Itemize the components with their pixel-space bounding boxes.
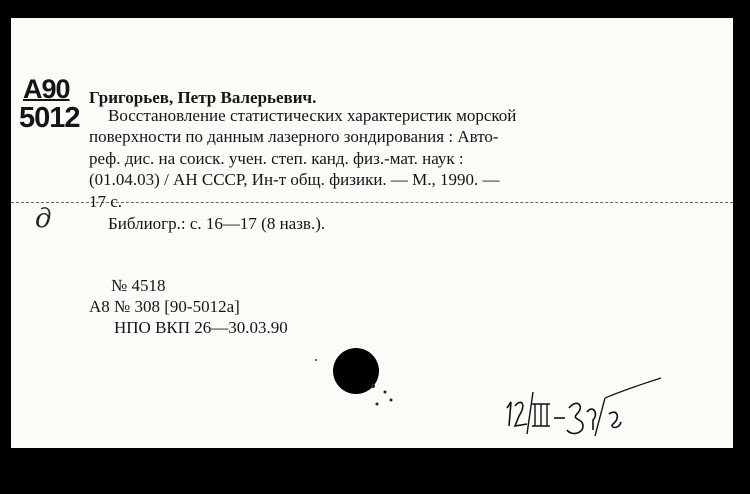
pages-line: 17 с. — [89, 192, 123, 211]
call-number-line1: А90 — [23, 74, 70, 104]
npo-stamp-line: НПО ВКП 26—30.03.90 — [114, 318, 288, 337]
record-number: № 4518 — [111, 276, 166, 295]
call-number-line2: 5012 — [19, 102, 80, 134]
scan-specks — [311, 338, 401, 418]
title-line: реф. дис. на соиск. учен. степ. канд. физ.-мат. наук : — [89, 149, 464, 168]
author-name: Григорьев, Петр Валерьевич. — [89, 88, 317, 107]
catalog-card — [11, 18, 733, 448]
handwritten-date-note — [501, 368, 671, 448]
handwritten-margin-mark: д — [35, 204, 52, 234]
title-line: (01.04.03) / АН СССР, Ин-т общ. физики. — М., 1990. — — [89, 170, 500, 189]
title-line: Восстановление статистических характеристик морской — [108, 106, 517, 125]
a8-registration: А8 № 308 [90-5012а] — [89, 297, 240, 316]
title-line: поверхности по данным лазерного зондирования : Авто- — [89, 127, 499, 146]
bibliography-note: Библиогр.: с. 16—17 (8 назв.). — [108, 214, 326, 233]
